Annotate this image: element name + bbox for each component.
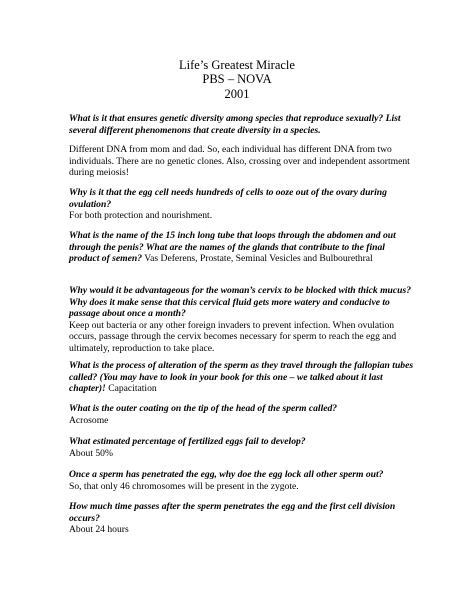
answer-text: For both protection and nourishment.: [69, 210, 213, 222]
qa-item-5: [69, 360, 414, 395]
document-title: Life’s Greatest Miracle: [179, 58, 295, 72]
document-subtitle: PBS – NOVA: [202, 72, 272, 86]
qa-item-6: [69, 403, 414, 426]
qa-item-7: [69, 436, 414, 459]
answer-text: Acrosome: [69, 414, 109, 426]
question-text: Once a sperm has penetrated the egg, why doe the egg lock all other sperm out?: [69, 469, 384, 480]
document-year: 2001: [224, 87, 250, 101]
question-text: How much time passes after the sperm penetrates the egg and the first cell division occurs?: [69, 501, 396, 524]
answer-text: About 50%: [69, 447, 113, 459]
answer-text: Vas Deferens, Prostate, Seminal Vesicles and Bulbourethral: [144, 253, 373, 265]
question-text: Why is it that the egg cell needs hundreds of cells to ooze out of the ovary during ovulation?: [69, 187, 387, 210]
question-text: What is the outer coating on the tip of the head of the sperm called?: [69, 403, 338, 414]
question-text: Why would it be advantageous for the woman’s cervix to be blocked with thick mucus? Why does it make sense that this cervical fluid gets more watery and conducive to passage about once a month?: [69, 285, 412, 320]
question-text: What estimated percentage of fertilized eggs fail to develop?: [69, 436, 306, 447]
question-text: What is the name of the 15 inch long tube that loops through the abdomen and out through the penis? What are the names of the glands that contribute to the final product of semen?: [69, 230, 396, 265]
qa-item-1: [69, 113, 414, 179]
question-text: What is the process of alteration of the sperm as they travel through the fallopian tubes called? (You may have to look in your book for this one – we talked about it last chapter)!: [69, 360, 414, 395]
answer-text: Keep out bacteria or any other foreign invaders to prevent infection. When ovulation occurs, passage through the cervix becomes necessary for sperm to reach the egg and ultimately, reproduction to take place.: [69, 319, 397, 354]
qa-item-3: [69, 230, 414, 265]
answer-text: Different DNA from mom and dad. So, each individual has different DNA from two individuals. There are no genetic clones. Also, crossing over and independent assortment during meiosis!: [69, 144, 410, 179]
qa-item-4: [69, 285, 414, 355]
question-text: What is it that ensures genetic diversity among species that reproduce sexually? List several different phenomenons that create diversity in a species.: [69, 113, 401, 136]
qa-item-2: [69, 187, 414, 222]
answer-text: So, that only 46 chromosomes will be present in the zygote.: [69, 480, 299, 492]
qa-item-9: [69, 501, 414, 536]
qa-item-8: [69, 469, 414, 492]
answer-text: About 24 hours: [69, 524, 129, 536]
answer-text: Capacitation: [108, 383, 157, 395]
